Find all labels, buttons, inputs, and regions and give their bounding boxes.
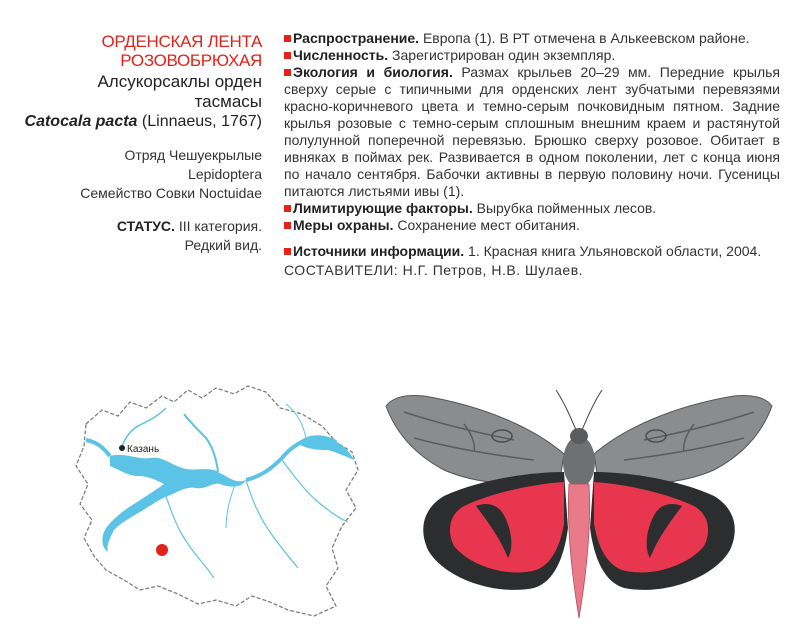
moth-illustration <box>384 388 774 628</box>
left-forewing <box>386 395 564 484</box>
bullet-square-icon <box>284 248 291 255</box>
status-block <box>20 217 262 255</box>
section-limiting-factors <box>284 200 780 217</box>
authors-line <box>284 262 780 279</box>
section-text: Зарегистрирован один экземпляр. <box>392 47 616 63</box>
right-antenna <box>582 390 602 430</box>
kazan-city-dot <box>119 445 125 451</box>
bullet-square-icon <box>284 222 291 229</box>
right-forewing <box>594 395 772 484</box>
authors-names: Н.Г. Петров, Н.В. Шулаев. <box>402 262 584 278</box>
distribution-map <box>66 380 366 625</box>
tatarstan-map-svg <box>66 380 366 625</box>
species-name-ru <box>20 32 262 70</box>
bullet-square-icon <box>284 52 291 59</box>
latin-author: (Linnaeus, 1767) <box>141 113 262 130</box>
section-heading: Численность. <box>293 47 389 63</box>
tributary-river <box>282 460 348 522</box>
section-text: Европа (1). В РТ отмечена в Алькеевском районе. <box>422 30 750 46</box>
bullet-square-icon <box>284 205 291 212</box>
taxonomy-family: Семейство Совки Noctuidae <box>80 185 262 201</box>
tributary-river <box>166 496 214 578</box>
latin-genus-species: Catocala pacta <box>24 113 138 130</box>
tributary-river <box>246 480 298 568</box>
species-name-ru-line1: ОРДЕНСКАЯ ЛЕНТА <box>101 32 262 51</box>
species-latin-name <box>20 112 262 132</box>
species-name-ru-line2: РОЗОВОБРЮХАЯ <box>120 51 262 70</box>
section-text: Вырубка пойменных лесов. <box>476 200 657 216</box>
section-ecology <box>284 64 780 200</box>
moth-head <box>570 428 588 444</box>
species-name-tt-line1: Алсукорсаклы орден <box>97 72 262 91</box>
moth-abdomen <box>568 484 589 618</box>
region-border <box>76 386 358 616</box>
tributary-river <box>226 482 236 528</box>
section-heading: Распространение. <box>293 30 420 46</box>
bullet-square-icon <box>284 35 291 42</box>
sources-text: 1. Красная книга Ульяновской области, 2004. <box>468 243 762 259</box>
species-header <box>20 32 262 255</box>
description-column <box>284 30 780 279</box>
status-rarity: Редкий вид. <box>184 237 262 253</box>
status-label: СТАТУС. <box>116 218 175 234</box>
tributary-river <box>286 404 306 440</box>
species-name-tt-line2: тасмасы <box>194 92 262 111</box>
volga-upper <box>86 440 110 456</box>
section-heading: Меры охраны. <box>293 217 394 233</box>
section-heading: Лимитирующие факторы. <box>293 200 473 216</box>
sources-heading: Источники информации. <box>293 243 465 259</box>
taxonomy-order: Отряд Чешуекрылые <box>124 147 262 163</box>
kuibyshev-reservoir <box>102 455 246 552</box>
record-location-marker <box>156 544 168 556</box>
taxonomy-order-latin: Lepidoptera <box>188 166 262 182</box>
authors-label: СОСТАВИТЕЛИ: <box>284 262 399 278</box>
moth-svg <box>384 388 774 628</box>
section-heading: Экология и биология. <box>293 64 453 80</box>
section-protection <box>284 217 780 234</box>
left-antenna <box>556 390 576 430</box>
taxonomy-block <box>20 146 262 203</box>
kazanka-river <box>122 408 166 446</box>
section-abundance <box>284 47 780 64</box>
section-sources <box>284 243 780 260</box>
status-category: III категория. <box>178 218 262 234</box>
section-distribution <box>284 30 780 47</box>
species-name-tt <box>20 72 262 112</box>
vyatka-river <box>184 414 218 472</box>
kazan-city-label: Казань <box>127 444 160 455</box>
bullet-square-icon <box>284 69 291 76</box>
section-text: Сохранение мест обитания. <box>397 217 580 233</box>
section-text: Размах крыльев 20–29 мм. Передние крылья сверху серые с типичными для орденских лент зубчатыми перевязями красно-коричневого цвета и темно-серым почковидным пятном. Задние крылья розовые с темно-серым сплошным внешним краем и растянутой полулунной поперечной перевязью. Брюшко сверху розовое. Обитает в ивняках в поймах рек. Развивается в одном поколении, лет с конца июня по начало сентября. Бабочки активны в первую половину ночи. Гусеницы питаются листьями ивы (1). <box>284 64 780 199</box>
